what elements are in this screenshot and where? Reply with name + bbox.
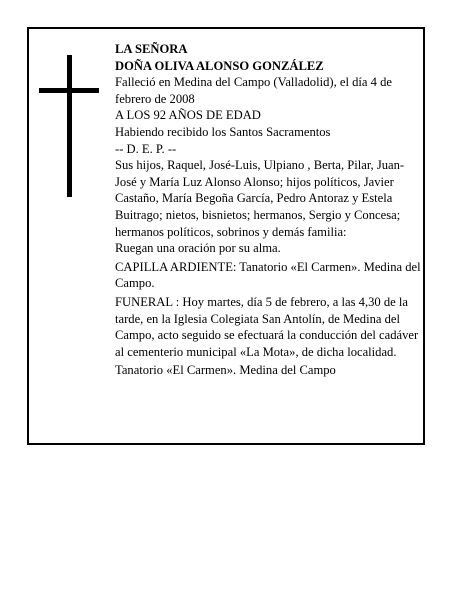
cross-horizontal-bar bbox=[39, 88, 99, 93]
family-paragraph: Sus hijos, Raquel, José-Luis, Ulpiano , Berta, Pilar, Juan-José y María Luz Alonso Alonso; hijos políticos, Javier Castaño, María Begoña García, Pedro Antoraz y Estela Buitrago; nietos, bisnietos; hermanos, Sergio y Concesa; hermanos políticos, sobrinos y demás familia: bbox=[115, 158, 405, 239]
cross-vertical-bar bbox=[67, 55, 72, 197]
sacraments-line: Habiendo recibido los Santos Sacramentos bbox=[115, 124, 331, 139]
age-line: A LOS 92 AÑOS DE EDAD bbox=[115, 108, 261, 123]
obituary-notice bbox=[27, 27, 425, 445]
chapel-line: CAPILLA ARDIENTE: Tanatorio «El Carmen». Medina del Campo. bbox=[115, 259, 421, 291]
notice-title: LA SEÑORA bbox=[115, 42, 188, 56]
notice-text-block bbox=[115, 41, 425, 379]
deceased-name: DOÑA OLIVA ALONSO GONZÁLEZ bbox=[115, 58, 324, 73]
funeral-paragraph: FUNERAL : Hoy martes, día 5 de febrero, a las 4,30 de la tarde, en la Iglesia Colegiata San Antolín, de Medina del Campo, acto seguido se efectuará la conducción del cadáver al cementerio municipal «La Mota», de dicha localidad. bbox=[115, 294, 419, 359]
footer-line: Tanatorio «El Carmen». Medina del Campo bbox=[115, 363, 336, 378]
rip-line: -- D. E. P. -- bbox=[115, 141, 177, 156]
prayer-line: Ruegan una oración por su alma. bbox=[115, 241, 281, 256]
death-info: Falleció en Medina del Campo (Valladolid), el día 4 de febrero de 2008 bbox=[115, 75, 392, 106]
cross-icon bbox=[39, 55, 99, 197]
